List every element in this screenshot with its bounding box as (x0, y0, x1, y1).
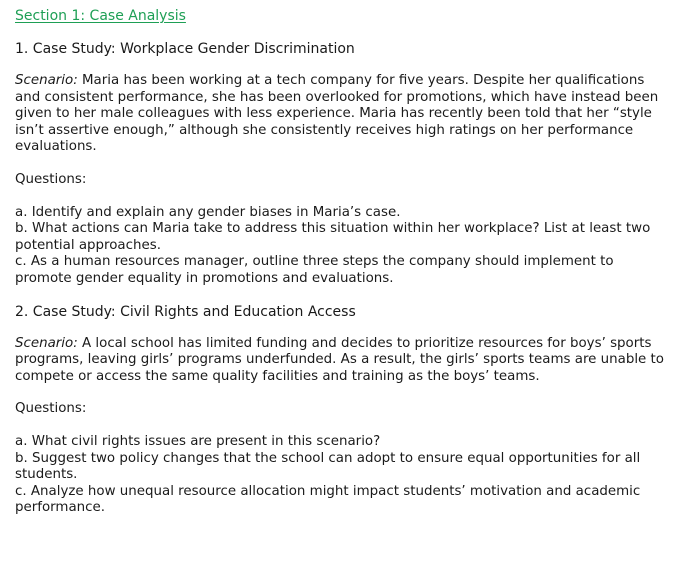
scenario-label: Scenario: (15, 73, 78, 88)
question-item: c. Analyze how unequal resource allocation might impact students’ motivation and academic performance. (15, 483, 641, 516)
case-study-1-title: 1. Case Study: Workplace Gender Discrimination (15, 41, 355, 57)
question-list (15, 205, 664, 288)
section-title-link[interactable]: Section 1: Case Analysis (15, 8, 186, 24)
questions-heading: Questions: (15, 171, 87, 187)
question-list (15, 434, 664, 517)
question-item: a. Identify and explain any gender biases in Maria’s case. (15, 204, 401, 220)
case-study-2 (15, 303, 664, 517)
case-study-1-scenario (15, 73, 664, 156)
scenario-text: Maria has been working at a tech company for five years. Despite her qualifications and consistent performance, she has been overlooked for promotions, which have instead been given to her male colleagues with less experience. Maria has recently been told that her “style isn’t assertive enough,” although she consistently receives high ratings on her performance evaluations. (15, 73, 659, 155)
question-item: a. What civil rights issues are present in this scenario? (15, 433, 381, 449)
question-item: c. As a human resources manager, outline three steps the company should implement to promote gender equality in promotions and evaluations. (15, 254, 614, 286)
question-item: b. What actions can Maria take to address this situation within her workplace? List at least two potential approaches. (15, 221, 651, 253)
questions-heading: Questions: (15, 401, 87, 417)
case-study-2-title: 2. Case Study: Civil Rights and Education Access (15, 303, 356, 320)
scenario-text: A local school has limited funding and decides to prioritize resources for boys’ sports programs, leaving girls’ programs underfunded. As a result, the girls’ sports teams are unable to compete or access the same quality facilities and training as the boys’ teams. (15, 335, 664, 384)
case-study-2-scenario (15, 336, 664, 386)
case-study-1 (15, 40, 664, 288)
scenario-label: Scenario: (15, 335, 78, 351)
question-item: b. Suggest two policy changes that the school can adopt to ensure equal opportunities for all students. (15, 450, 641, 483)
